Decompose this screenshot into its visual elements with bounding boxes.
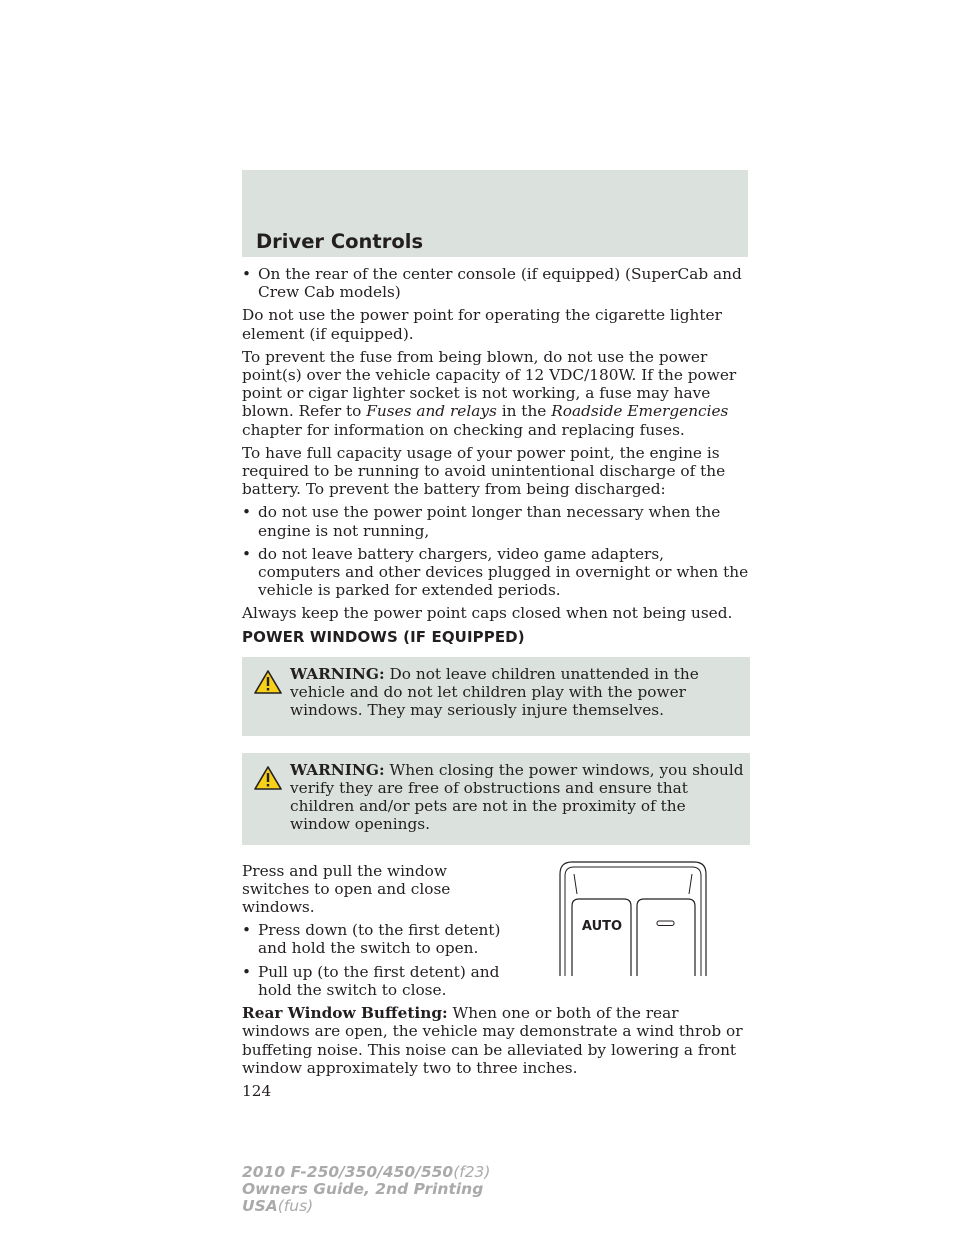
footer-market: USA — [242, 1197, 278, 1215]
warning-text — [242, 665, 744, 720]
warning-body: Do not leave children unattended in the vehicle and do not let children play with the power windows. They may seriously injure themselves. — [290, 664, 699, 720]
document-footer — [242, 1164, 490, 1215]
bullet-dot: • — [242, 265, 252, 283]
paragraph-caps: Always keep the power point caps closed when not being used. — [242, 604, 733, 623]
bullet-text: do not use the power point longer than necessary when the engine is not running, — [258, 503, 721, 540]
page-content — [242, 265, 750, 1100]
fuse-text-middle: in the — [496, 402, 552, 421]
warning-box — [242, 753, 750, 845]
fuse-text-before: To prevent the fuse from being blown, do not use the power point(s) over the vehicle capacity of 12 VDC/180W. If the power point or cigar lighter socket is not working, a fuse may have blown. Refer to — [242, 347, 737, 421]
bullet-dot: • — [242, 544, 252, 563]
power-windows-text — [242, 862, 502, 999]
list-item — [242, 265, 750, 301]
auto-label: AUTO — [581, 918, 623, 934]
footer-line-model — [242, 1164, 490, 1181]
roadside-emergencies-reference: Roadside Emergencies — [551, 402, 729, 421]
paragraph-lighter: Do not use the power point for operating the cigarette lighter element (if equipped). — [242, 306, 722, 343]
warning-label: WARNING: — [290, 664, 385, 683]
bullet-dot: • — [242, 503, 252, 522]
paragraph-capacity: To have full capacity usage of your power point, the engine is required to be running to avoid unintentional discharge of the battery. To prevent the battery from being discharged: — [242, 443, 726, 499]
buffeting-text: When one or both of the rear windows are open, the vehicle may demonstrate a wind throb or buffeting noise. This noise can be alleviated by lowering a front window approximately two to three inches. — [242, 1004, 743, 1077]
list-item — [242, 963, 502, 999]
section-heading: POWER WINDOWS (IF EQUIPPED) — [242, 627, 525, 646]
fuse-text-after: chapter for information on checking and replacing fuses. — [242, 420, 685, 439]
warning-label: WARNING: — [290, 760, 385, 779]
chapter-header-band — [242, 170, 748, 257]
footer-model-code: (f23) — [453, 1163, 491, 1181]
bullet-text: On the rear of the center console (if equipped) (SuperCab and Crew Cab models) — [258, 265, 742, 302]
warning-triangle-icon — [254, 669, 282, 695]
fuses-relays-reference: Fuses and relays — [366, 402, 497, 421]
warning-box — [242, 657, 750, 736]
buffeting-label: Rear Window Buffeting: — [242, 1004, 448, 1023]
page-number: 124 — [242, 1081, 272, 1100]
bullet-text: Press down (to the first detent) and hold the switch to open. — [258, 921, 501, 958]
paragraph-buffeting — [242, 1004, 750, 1077]
footer-model: 2010 F-250/350/450/550 — [242, 1163, 454, 1181]
bullet-dot: • — [242, 962, 252, 981]
window-switch-illustration — [558, 860, 708, 978]
chapter-title: Driver Controls — [256, 230, 424, 253]
list-item — [242, 921, 502, 957]
list-item — [242, 503, 750, 539]
paragraph-fuse — [242, 348, 750, 439]
warning-text — [242, 761, 744, 834]
footer-line-market — [242, 1198, 490, 1215]
paragraph-switches: Press and pull the window switches to open and close windows. — [242, 861, 451, 917]
list-item — [242, 545, 750, 600]
warning-body: When closing the power windows, you should verify they are free of obstructions and ensure that children and/or pets are not in the proximity of the window openings. — [290, 760, 744, 834]
footer-line-guide: Owners Guide, 2nd Printing — [242, 1180, 484, 1198]
power-windows-block — [242, 862, 750, 999]
bullet-text: do not leave battery chargers, video game adapters, computers and other devices plugged in overnight or when the vehicle is parked for extended periods. — [258, 544, 749, 600]
bullet-dot: • — [242, 921, 252, 940]
footer-market-code: (fus) — [277, 1197, 314, 1215]
bullet-text: Pull up (to the first detent) and hold the switch to close. — [258, 962, 500, 999]
warning-triangle-icon — [254, 765, 282, 791]
